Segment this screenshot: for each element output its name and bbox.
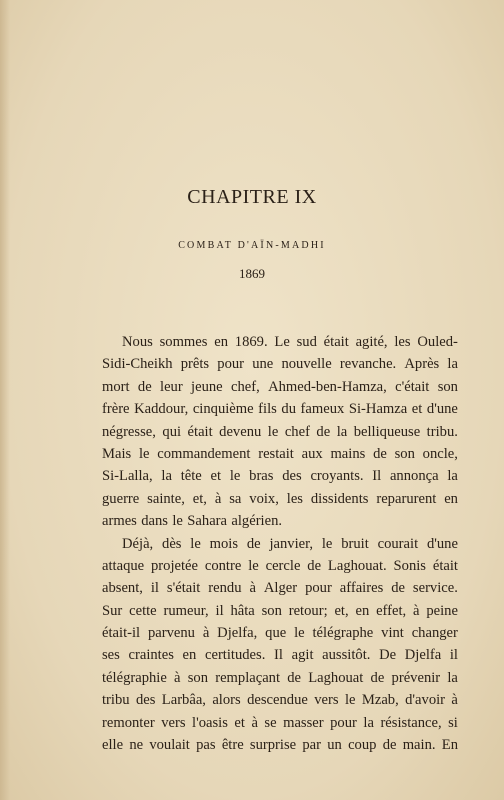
word: changer: [411, 625, 458, 642]
word: Après: [404, 356, 440, 373]
text-line: [102, 600, 458, 622]
word: vint: [381, 625, 404, 642]
word: être: [221, 737, 244, 754]
word: agit: [291, 647, 314, 664]
word: de: [316, 423, 331, 440]
word: main.: [402, 737, 436, 754]
word: aussitôt.: [322, 647, 371, 664]
word: restait: [258, 445, 294, 462]
word: était: [323, 334, 349, 350]
word: revanche.: [339, 356, 397, 373]
word: Déjà,: [122, 535, 154, 552]
word: de: [382, 737, 397, 754]
word: le: [172, 513, 183, 530]
word: d'une: [426, 535, 458, 552]
word: janvier,: [269, 535, 314, 552]
section-title: COMBAT D'AÏN-MADHI: [178, 240, 326, 251]
word: l'oasis: [192, 714, 228, 731]
word: tête: [180, 468, 202, 485]
word: le: [190, 535, 201, 552]
word: contre: [204, 557, 242, 574]
word: son: [187, 669, 208, 686]
word: coup: [348, 737, 377, 754]
word: télégraphie: [102, 669, 167, 686]
word: Il: [372, 468, 382, 485]
word: c'était: [395, 378, 430, 395]
word: surprise: [249, 737, 297, 754]
word: retour;: [288, 602, 328, 619]
word: du: [281, 401, 296, 418]
word: Sahara: [187, 513, 228, 530]
word: armes: [102, 513, 137, 530]
word: fameux: [300, 401, 345, 418]
word: négresse,: [102, 423, 156, 440]
word: télégraphe: [312, 625, 374, 642]
word: Le: [274, 334, 290, 350]
word: à: [251, 714, 258, 731]
word: Laghouat.: [327, 557, 387, 574]
text-line: [102, 555, 458, 577]
text-line: [102, 712, 458, 734]
word: croyants.: [310, 468, 364, 485]
word: si: [448, 714, 458, 731]
word: masser: [283, 714, 324, 731]
word: En: [441, 737, 458, 754]
word: le: [267, 423, 279, 440]
word: à: [451, 692, 458, 709]
word: le: [248, 557, 259, 574]
word: les: [394, 334, 411, 350]
word: Nous: [122, 334, 153, 350]
word: sud: [296, 334, 317, 350]
word: guerre: [102, 490, 140, 507]
word: la: [336, 423, 348, 440]
word: le: [321, 535, 333, 552]
word: mort: [102, 378, 130, 395]
word: vers: [161, 714, 186, 731]
word: et: [411, 401, 423, 418]
word: de: [246, 535, 261, 552]
word: de: [287, 669, 302, 686]
text-line: [102, 488, 458, 510]
word: Mais: [102, 445, 132, 462]
word: parvenu: [147, 625, 195, 642]
word: Ouled-: [417, 334, 458, 350]
word: le: [229, 468, 241, 485]
word: Mzab,: [361, 692, 399, 709]
word: courait: [377, 535, 419, 552]
word: mois: [209, 535, 239, 552]
word: voulait: [149, 737, 190, 754]
page-edge-shadow: [0, 0, 10, 800]
text-line: [102, 421, 458, 443]
word: chef: [284, 423, 310, 440]
word: frère: [102, 401, 130, 418]
word: il: [449, 647, 458, 664]
word: que: [265, 625, 287, 642]
word: cercle: [265, 557, 301, 574]
word: De: [379, 647, 397, 664]
word: absent,: [102, 580, 143, 597]
word: descendue: [247, 692, 308, 709]
word: Ahmed-ben-Hamza,: [268, 378, 387, 395]
word: la: [363, 714, 374, 731]
word: en: [444, 490, 458, 507]
text-line: [102, 533, 458, 555]
text-line: [102, 398, 458, 420]
text-line: [102, 331, 458, 353]
word: dès: [162, 535, 182, 552]
text-line: [102, 376, 458, 398]
word: Larbâa,: [161, 692, 206, 709]
word: de: [370, 669, 385, 686]
word: pour: [330, 714, 357, 731]
word: tribu: [102, 692, 130, 709]
word: 1869.: [234, 334, 268, 350]
word: rumeur,: [163, 602, 209, 619]
word: était: [432, 557, 458, 574]
word: cette: [129, 602, 157, 619]
word: et,: [192, 490, 207, 507]
word: certitudes.: [204, 647, 266, 664]
word: reparurent: [376, 490, 437, 507]
word: service.: [412, 580, 458, 597]
word: était: [187, 423, 213, 440]
word: par: [302, 737, 322, 754]
word: Kaddour,: [134, 401, 189, 418]
word: voix,: [249, 490, 279, 507]
word: pour: [217, 356, 245, 373]
word: devenu: [219, 423, 262, 440]
text-line: [102, 689, 458, 711]
word: remplaçant: [215, 669, 281, 686]
word: remonter: [102, 714, 155, 731]
word: des: [282, 468, 302, 485]
word: et: [210, 468, 222, 485]
word: s'était: [166, 580, 201, 597]
word: la: [447, 468, 458, 485]
word: Djelfa: [404, 647, 442, 664]
word: résistance,: [380, 714, 442, 731]
word: le: [344, 692, 356, 709]
word: qui: [162, 423, 182, 440]
word: prêts: [180, 356, 210, 373]
text-line: [102, 622, 458, 644]
word: à: [174, 669, 181, 686]
word: à: [249, 580, 256, 597]
word: commandement: [157, 445, 251, 462]
word: la: [447, 356, 458, 373]
word: son: [261, 602, 282, 619]
word: craintes: [128, 647, 174, 664]
word: vers: [314, 692, 339, 709]
word: en: [355, 602, 370, 619]
word: fils: [258, 401, 277, 418]
word: le: [294, 625, 305, 642]
word: hâta: [230, 602, 255, 619]
word: en: [214, 334, 228, 350]
word: bras: [249, 468, 274, 485]
word: dissidents: [310, 490, 369, 507]
word: son: [394, 445, 415, 462]
word: et,: [334, 602, 349, 619]
word: pas: [196, 737, 216, 754]
word: Alger: [263, 580, 298, 597]
word: dans: [141, 513, 168, 530]
word: elle: [102, 737, 124, 754]
word: de: [373, 445, 387, 462]
chapter-title: CHAPITRE IX: [187, 186, 317, 208]
word: belliqueuse: [353, 423, 421, 440]
word: peine: [426, 602, 458, 619]
word: alors: [212, 692, 241, 709]
word: d'avoir: [405, 692, 446, 709]
text-line: [102, 353, 458, 375]
word: Sidi-Cheikh: [102, 356, 173, 373]
word: Sur: [102, 602, 123, 619]
word: à: [413, 602, 420, 619]
word: prévenir: [391, 669, 441, 686]
word: la: [447, 669, 458, 686]
word: projetée: [151, 557, 198, 574]
word: d'une: [426, 401, 458, 418]
word: rendu: [208, 580, 242, 597]
word: Il: [274, 647, 283, 664]
word: en: [182, 647, 197, 664]
word: son: [437, 378, 458, 395]
word: pour: [305, 580, 332, 597]
word: un: [327, 737, 342, 754]
word: de: [307, 557, 322, 574]
text-line: [102, 644, 458, 666]
word: sa: [229, 490, 242, 507]
word: le: [138, 445, 150, 462]
word: aux: [301, 445, 323, 462]
word: Si-Lalla,: [102, 468, 153, 485]
word: cinquième: [192, 401, 254, 418]
word: il: [215, 602, 224, 619]
word: affaires: [339, 580, 384, 597]
word: à: [202, 625, 210, 642]
word: tribu.: [426, 423, 458, 440]
word: sainte,: [147, 490, 185, 507]
word: se: [264, 714, 277, 731]
text-line: [102, 667, 458, 689]
word: une: [252, 356, 274, 373]
word: Djelfa,: [217, 625, 258, 642]
word: Sonis: [393, 557, 426, 574]
word: les: [286, 490, 303, 507]
word: de: [391, 580, 405, 597]
word: oncle,: [422, 445, 458, 462]
word: chef,: [230, 378, 260, 395]
text-line: [102, 465, 458, 487]
word: de: [137, 378, 152, 395]
word: algérien.: [231, 513, 283, 530]
word: annonça: [389, 468, 439, 485]
word: mains: [330, 445, 366, 462]
word: Si-Hamza: [348, 401, 408, 418]
text-line: [102, 577, 458, 599]
word: attaque: [102, 557, 145, 574]
word: à: [214, 490, 222, 507]
word: jeune: [191, 378, 223, 395]
text-line: [102, 443, 458, 465]
word: et: [234, 714, 245, 731]
word: ses: [102, 647, 120, 664]
word: nouvelle: [281, 356, 332, 373]
word: était-il: [102, 625, 141, 642]
word: effet,: [376, 602, 407, 619]
body-text: [102, 331, 458, 756]
word: leur: [160, 378, 183, 395]
chapter-year: 1869: [239, 266, 265, 281]
word: il: [150, 580, 159, 597]
word: ne: [129, 737, 144, 754]
text-line: [102, 734, 458, 756]
text-line: [102, 510, 458, 532]
word: la: [161, 468, 172, 485]
word: Laghouat: [308, 669, 364, 686]
word: des: [135, 692, 156, 709]
word: agité,: [355, 334, 388, 350]
word: sommes: [159, 334, 208, 350]
word: bruit: [341, 535, 369, 552]
